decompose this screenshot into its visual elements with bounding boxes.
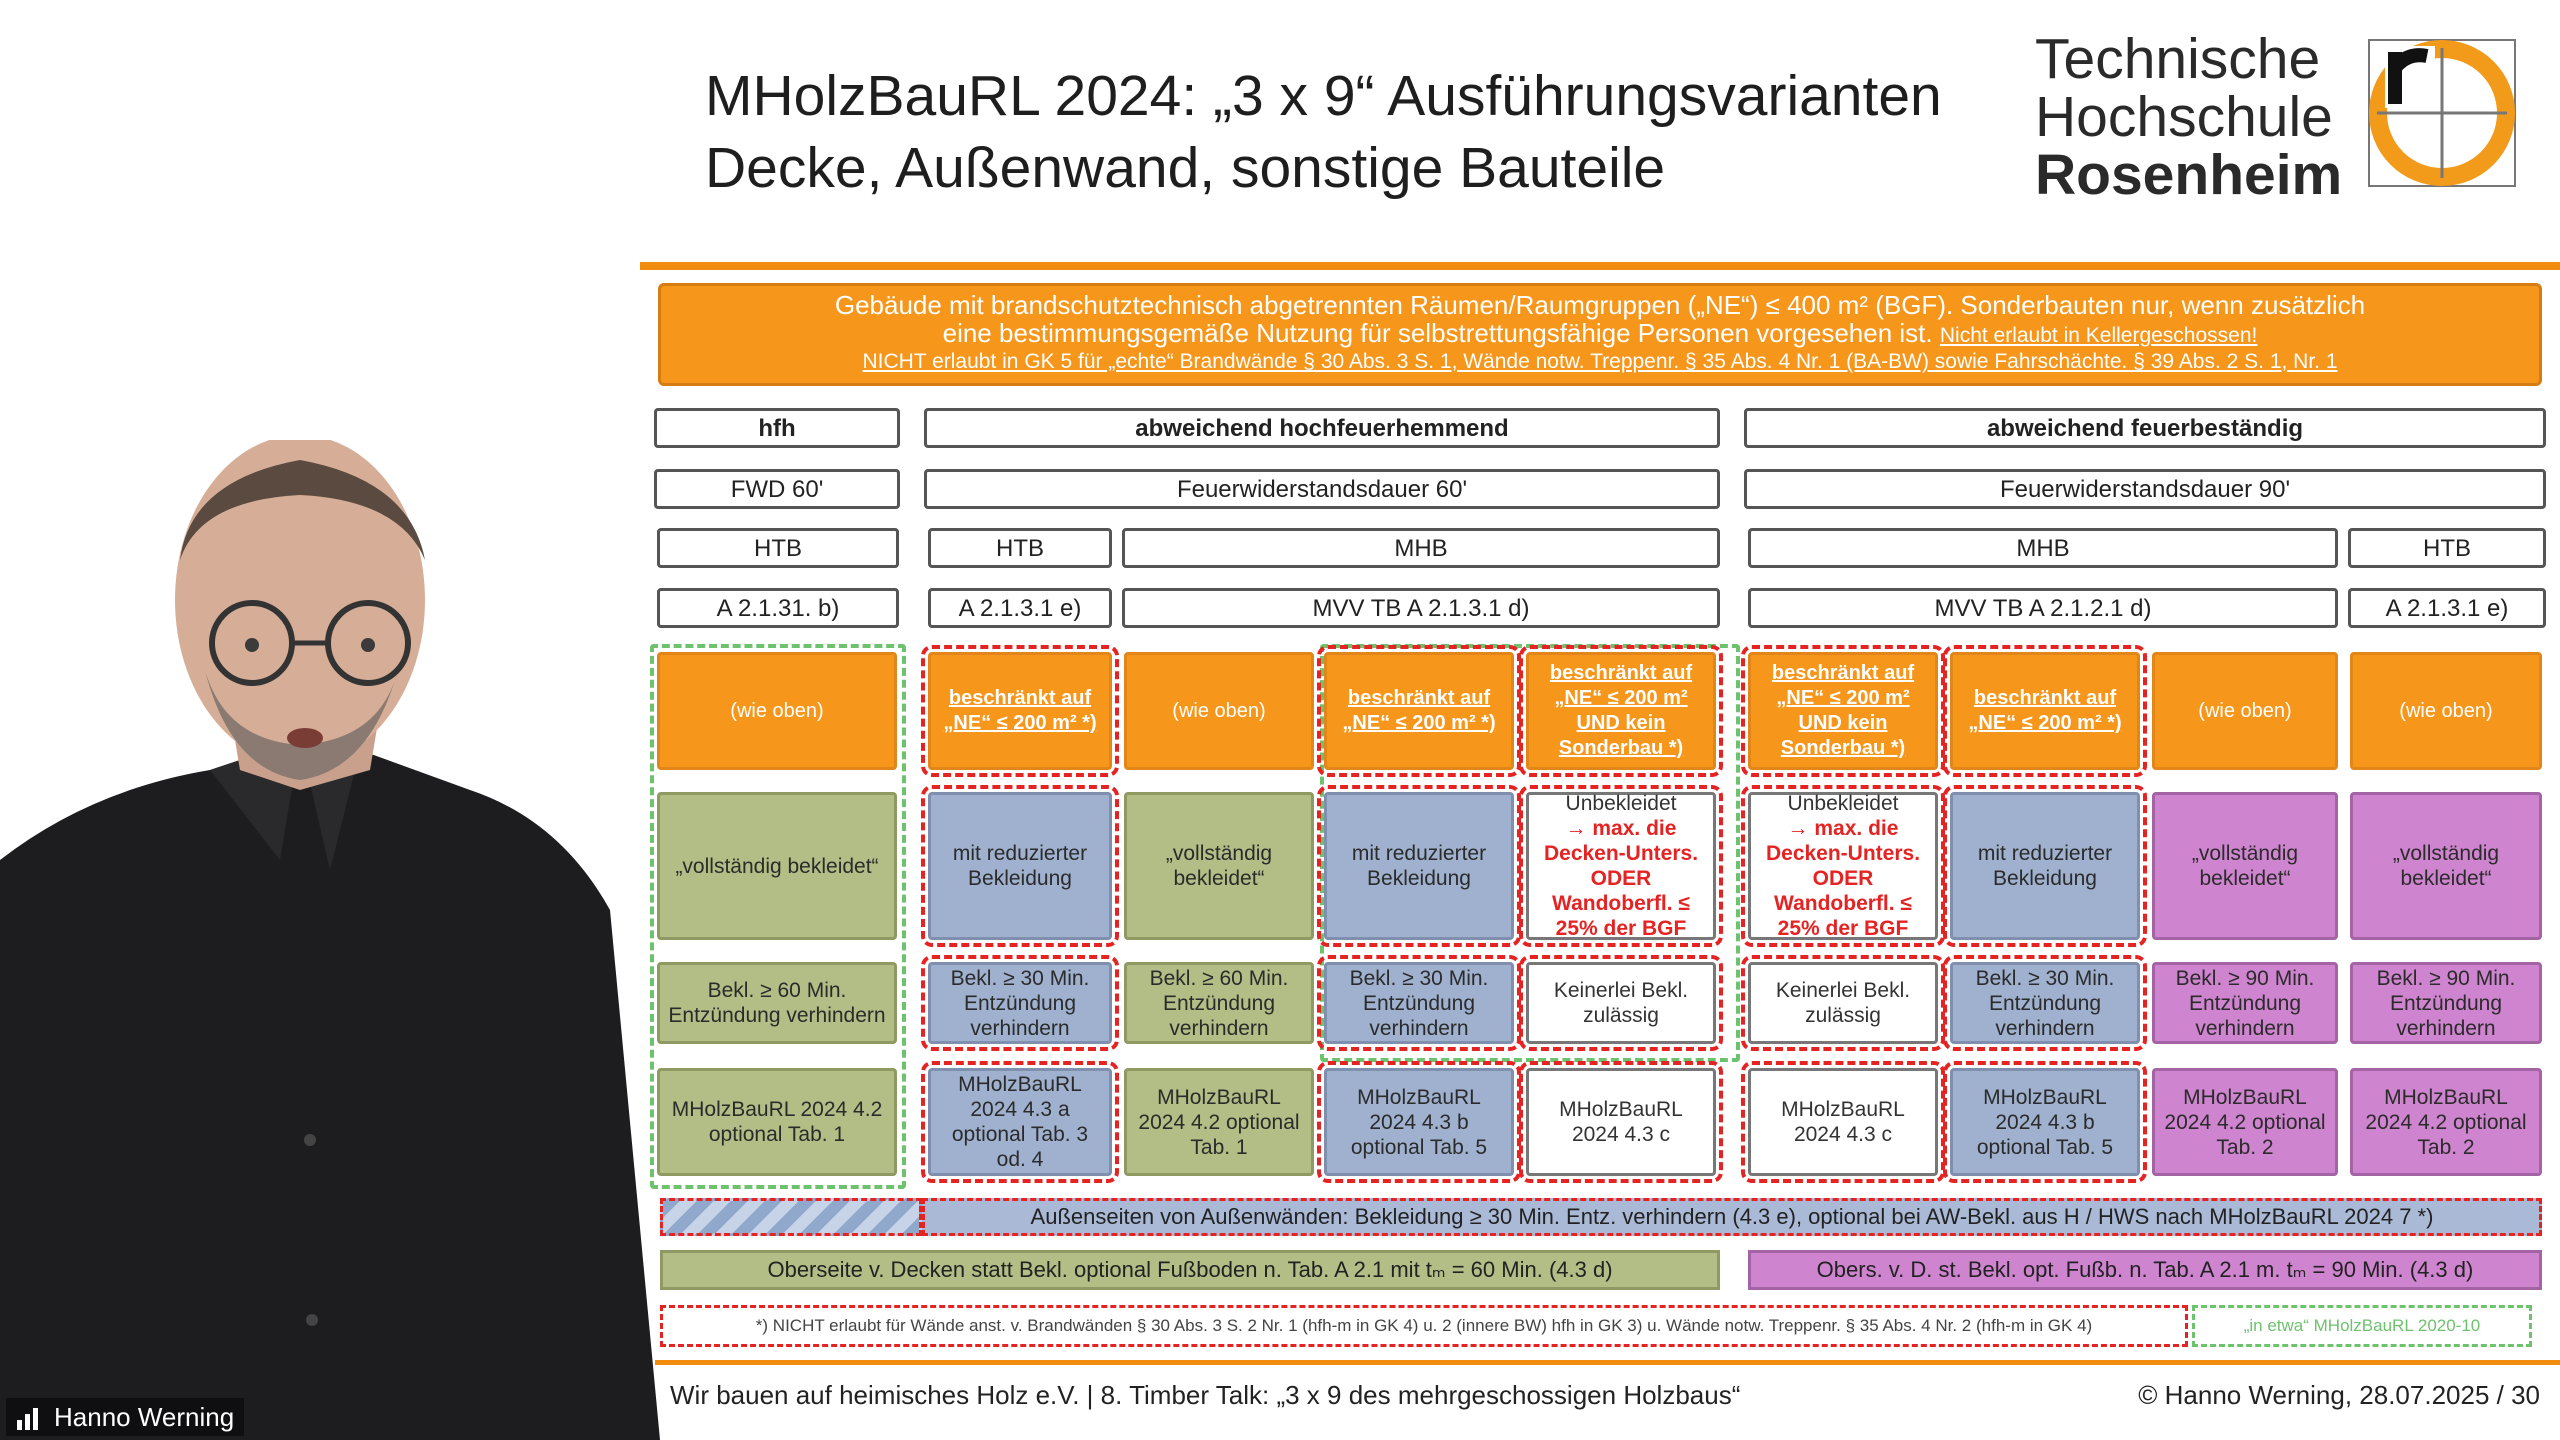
- th-rosenheim-logo: [2035, 27, 2535, 207]
- cell-r2-c7: mit reduzierter Bekleidung: [1950, 792, 2140, 940]
- footer-rule: [655, 1360, 2560, 1365]
- logo-text-1: Technische: [2035, 27, 2321, 91]
- htb-2: HTB: [928, 528, 1112, 568]
- slide-title-line1: MHolzBauRL 2024: „3 x 9“ Ausführungsvarianten: [705, 64, 1942, 128]
- cell-r3-c5: Keinerlei Bekl. zulässig: [1526, 962, 1716, 1044]
- banner-line1: Gebäude mit brandschutztechnisch abgetrennten Räumen/Raumgruppen („NE“) ≤ 400 m² (BGF). Sonderbauten nur, wenn zusätzlich: [834, 290, 2366, 320]
- cell-r3-c9: Bekl. ≥ 90 Min. Entzündung verhindern: [2350, 962, 2542, 1044]
- fwd60-long: Feuerwiderstandsdauer 60': [924, 469, 1720, 509]
- header-rule: [640, 262, 2560, 270]
- header-abw-fb: abweichend feuerbeständig: [1744, 408, 2546, 448]
- top-banner: [658, 283, 2542, 386]
- cell-r4-c6: MHolzBauRL 2024 4.3 c: [1748, 1068, 1938, 1176]
- cell-r1-c9: (wie oben): [2350, 652, 2542, 770]
- cell-r4-c2: MHolzBauRL 2024 4.3 a optional Tab. 3 od. 4: [928, 1068, 1112, 1176]
- mhb-2: MHB: [1748, 528, 2338, 568]
- slide-title-line2: Decke, Außenwand, sonstige Bauteile: [705, 136, 1666, 200]
- ref-d: MVV TB A 2.1.2.1 d): [1748, 588, 2338, 628]
- cell-r3-c6: Keinerlei Bekl. zulässig: [1748, 962, 1938, 1044]
- cell-r1-c6: beschränkt auf „NE“ ≤ 200 m² UND kein Sonderbau *): [1748, 652, 1938, 770]
- banner-line3: NICHT erlaubt in GK 5 für „echte“ Brandwände § 30 Abs. 3 S. 1, Wände notw. Treppenr. § 35 Abs. 4 Nr. 1 (BA-BW) sowie Fahrschächte. § 39 Abs. 2 S. 1, Nr. 1: [862, 350, 2338, 373]
- cell-r2-c8: „vollständig bekleidet“: [2152, 792, 2338, 940]
- cell-r1-c8: (wie oben): [2152, 652, 2338, 770]
- cell-r1-c7: beschränkt auf „NE“ ≤ 200 m² *): [1950, 652, 2140, 770]
- banner-line2: eine bestimmungsgemäße Nutzung für selbstrettungsfähige Personen vorgesehen ist.: [942, 318, 1933, 348]
- cell-r2-c2: mit reduzierter Bekleidung: [928, 792, 1112, 940]
- slide-title: [705, 60, 1942, 204]
- cell-r3-c3: Bekl. ≥ 60 Min. Entzündung verhindern: [1124, 962, 1314, 1044]
- fwd60: FWD 60': [654, 469, 900, 509]
- unbekleidet-body-2: → max. die Decken-Unters. ODER Wandoberfl. ≤ 25% der BGF: [1765, 817, 1921, 940]
- cell-r3-c7: Bekl. ≥ 30 Min. Entzündung verhindern: [1950, 962, 2140, 1044]
- cell-r1-c4: beschränkt auf „NE“ ≤ 200 m² *): [1324, 652, 1514, 770]
- header-abw-hfh: abweichend hochfeuerhemmend: [924, 408, 1720, 448]
- cell-r2-c6: [1748, 792, 1938, 940]
- green-footnote: „in etwa“ MHolzBauRL 2020-10: [2192, 1305, 2532, 1347]
- cell-r3-c4: Bekl. ≥ 30 Min. Entzündung verhindern: [1324, 962, 1514, 1044]
- obers-fb-note: Obers. v. D. st. Bekl. opt. Fußb. n. Tab. A 2.1 m. tₘ = 90 Min. (4.3 d): [1748, 1250, 2542, 1290]
- cell-r4-c4: MHolzBauRL 2024 4.3 b optional Tab. 5: [1324, 1068, 1514, 1176]
- ref-e: A 2.1.3.1 e): [2348, 588, 2546, 628]
- cell-r3-c2: Bekl. ≥ 30 Min. Entzündung verhindern: [928, 962, 1112, 1044]
- footer-left: Wir bauen auf heimisches Holz e.V. | 8. Timber Talk: „3 x 9 des mehrgeschossigen Holzbaus“: [670, 1380, 1741, 1410]
- fwd90-long: Feuerwiderstandsdauer 90': [1744, 469, 2546, 509]
- cell-r2-c9: „vollständig bekleidet“: [2350, 792, 2542, 940]
- unbekleidet-body-1: → max. die Decken-Unters. ODER Wandoberfl. ≤ 25% der BGF: [1543, 817, 1699, 940]
- logo-text-3: Rosenheim: [2035, 143, 2343, 207]
- oberseite-note: Oberseite v. Decken statt Bekl. optional Fußboden n. Tab. A 2.1 mit tₘ = 60 Min. (4.3 d): [660, 1250, 1720, 1290]
- unbekleidet-head-2: Unbekleidet: [1787, 792, 1899, 815]
- header-hfh: hfh: [654, 408, 900, 448]
- htb-1: HTB: [657, 528, 899, 568]
- footnote: *) NICHT erlaubt für Wände anst. v. Brandwänden § 30 Abs. 3 S. 2 Nr. 1 (hfh-m in GK 4) u. 2 (innere BW) hfh in GK 3) u. Wände notw. Treppenr. § 35 Abs. 4 Nr. 2 (hfh-m in GK 4): [660, 1305, 2188, 1347]
- cell-r2-c4: mit reduzierter Bekleidung: [1324, 792, 1514, 940]
- banner-line2-note: Nicht erlaubt in Kellergeschossen!: [1939, 324, 2258, 347]
- mhb-1: MHB: [1122, 528, 1720, 568]
- signal-bars-icon: [16, 1404, 44, 1430]
- htb-3: HTB: [2348, 528, 2546, 568]
- participant-name-tag: [6, 1398, 244, 1436]
- participant-name: Hanno Werning: [54, 1401, 235, 1432]
- ref-a: A 2.1.31. b): [657, 588, 899, 628]
- cell-r1-c5: beschränkt auf „NE“ ≤ 200 m² UND kein Sonderbau *): [1526, 652, 1716, 770]
- ref-c: MVV TB A 2.1.3.1 d): [1122, 588, 1720, 628]
- cell-r1-c3: (wie oben): [1124, 652, 1314, 770]
- cell-r4-c7: MHolzBauRL 2024 4.3 b optional Tab. 5: [1950, 1068, 2140, 1176]
- cell-r2-c3: „vollständig bekleidet“: [1124, 792, 1314, 940]
- logo-mark-icon: [2367, 38, 2517, 188]
- cell-r4-c1: MHolzBauRL 2024 4.2 optional Tab. 1: [657, 1068, 897, 1176]
- cell-r1-c2: beschränkt auf „NE“ ≤ 200 m² *): [928, 652, 1112, 770]
- presenter-video: [0, 440, 680, 1440]
- cell-r2-c1: „vollständig bekleidet“: [657, 792, 897, 940]
- cell-r3-c8: Bekl. ≥ 90 Min. Entzündung verhindern: [2152, 962, 2338, 1044]
- logo-text-2: Hochschule: [2035, 85, 2333, 149]
- hatched-strip: [660, 1198, 922, 1236]
- cell-r1-c1: (wie oben): [657, 652, 897, 770]
- ref-b: A 2.1.3.1 e): [928, 588, 1112, 628]
- cell-r3-c1: Bekl. ≥ 60 Min. Entzündung verhindern: [657, 962, 897, 1044]
- aussenseiten-note: Außenseiten von Außenwänden: Bekleidung ≥ 30 Min. Entz. verhindern (4.3 e), optional bei AW-Bekl. aus H / HWS nach MHolzBauRL 2024 7 *): [922, 1198, 2542, 1236]
- cell-r2-c5: [1526, 792, 1716, 940]
- footer-right: © Hanno Werning, 28.07.2025 / 30: [2138, 1380, 2540, 1410]
- cell-r4-c3: MHolzBauRL 2024 4.2 optional Tab. 1: [1124, 1068, 1314, 1176]
- cell-r4-c5: MHolzBauRL 2024 4.3 c: [1526, 1068, 1716, 1176]
- unbekleidet-head-1: Unbekleidet: [1565, 792, 1677, 815]
- cell-r4-c9: MHolzBauRL 2024 4.2 optional Tab. 2: [2350, 1068, 2542, 1176]
- cell-r4-c8: MHolzBauRL 2024 4.2 optional Tab. 2: [2152, 1068, 2338, 1176]
